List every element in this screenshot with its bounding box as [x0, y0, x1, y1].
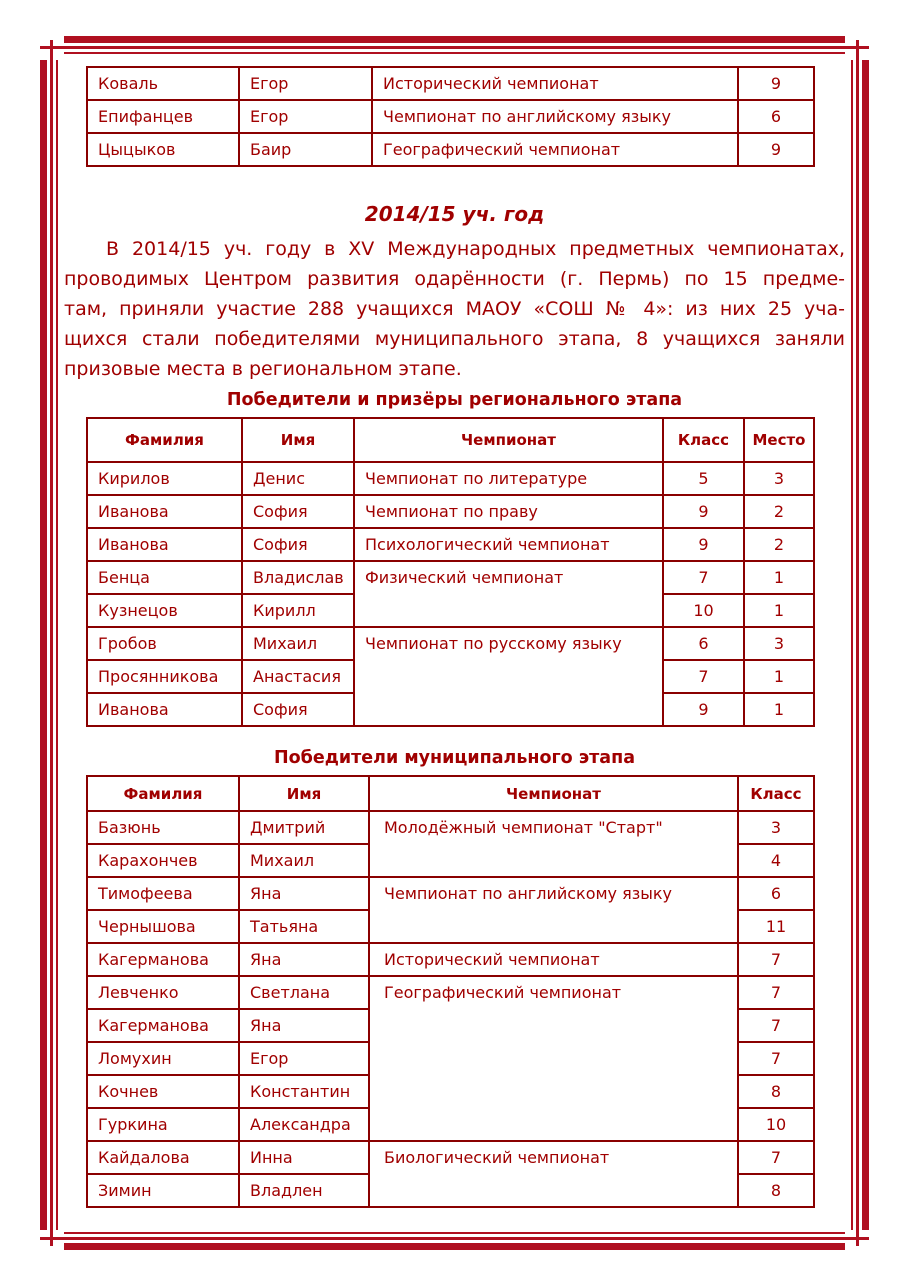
- surname-cell: Кирилов: [87, 462, 242, 495]
- grade-cell: 8: [738, 1174, 814, 1207]
- name-cell: Яна: [239, 943, 369, 976]
- grade-cell: 9: [663, 528, 744, 561]
- grade-cell: 9: [663, 495, 744, 528]
- grade-cell: 8: [738, 1075, 814, 1108]
- name-cell: Денис: [242, 462, 354, 495]
- year-heading: 2014/15 уч. год: [364, 202, 545, 226]
- table-row: [87, 528, 814, 561]
- regional-table: [86, 417, 815, 727]
- paragraph-line: призовые места в региональном этапе.: [64, 358, 462, 380]
- championship-cell: Чемпионат по литературе: [354, 462, 663, 495]
- table-row: [87, 100, 814, 133]
- championship-cell: Психологический чемпионат: [354, 528, 663, 561]
- table-row: [87, 561, 814, 594]
- surname-cell: Иванова: [87, 693, 242, 726]
- championship-cell: Исторический чемпионат: [369, 943, 738, 976]
- surname-cell: Кагерманова: [87, 943, 239, 976]
- place-cell: 3: [744, 462, 814, 495]
- name-cell: Баир: [239, 133, 372, 166]
- surname-cell: Гуркина: [87, 1108, 239, 1141]
- header-surname: Фамилия: [87, 776, 239, 811]
- name-cell: Светлана: [239, 976, 369, 1009]
- surname-cell: Зимин: [87, 1174, 239, 1207]
- header-surname: Фамилия: [87, 418, 242, 462]
- header-grade: Класс: [738, 776, 814, 811]
- surname-cell: Иванова: [87, 528, 242, 561]
- header-championship: Чемпионат: [369, 776, 738, 811]
- championship-cell: Чемпионат по английскому языку: [372, 100, 738, 133]
- name-cell: София: [242, 528, 354, 561]
- name-cell: София: [242, 693, 354, 726]
- name-cell: Яна: [239, 877, 369, 910]
- place-cell: 2: [744, 495, 814, 528]
- municipal-table: [86, 775, 815, 1208]
- surname-cell: Базюнь: [87, 811, 239, 844]
- surname-cell: Бенца: [87, 561, 242, 594]
- place-cell: 1: [744, 660, 814, 693]
- grade-cell: 6: [738, 100, 814, 133]
- championship-cell: Исторический чемпионат: [372, 67, 738, 100]
- name-cell: София: [242, 495, 354, 528]
- name-cell: Владислав: [242, 561, 354, 594]
- grade-cell: 10: [738, 1108, 814, 1141]
- grade-cell: 7: [738, 1009, 814, 1042]
- header-name: Имя: [239, 776, 369, 811]
- header-place: Место: [744, 418, 814, 462]
- top-table: [86, 66, 815, 167]
- championship-cell: Биологический чемпионат: [369, 1141, 738, 1207]
- paragraph-line: щихся стали победителями муниципального этапа, 8 учащихся заняли: [64, 328, 845, 350]
- table-row: [87, 67, 814, 100]
- name-cell: Кирилл: [242, 594, 354, 627]
- paragraph-line: там, приняли участие 288 учащихся МАОУ «СОШ № 4»: из них 25 уча-: [64, 298, 845, 320]
- grade-cell: 9: [738, 67, 814, 100]
- name-cell: Яна: [239, 1009, 369, 1042]
- name-cell: Егор: [239, 100, 372, 133]
- name-cell: Анастасия: [242, 660, 354, 693]
- surname-cell: Карахончев: [87, 844, 239, 877]
- grade-cell: 5: [663, 462, 744, 495]
- surname-cell: Чернышова: [87, 910, 239, 943]
- name-cell: Михаил: [239, 844, 369, 877]
- surname-cell: Епифанцев: [87, 100, 239, 133]
- surname-cell: Тимофеева: [87, 877, 239, 910]
- name-cell: Татьяна: [239, 910, 369, 943]
- table-row: [87, 877, 814, 910]
- place-cell: 1: [744, 594, 814, 627]
- grade-cell: 7: [663, 660, 744, 693]
- name-cell: Александра: [239, 1108, 369, 1141]
- name-cell: Инна: [239, 1141, 369, 1174]
- table-row: [87, 133, 814, 166]
- place-cell: 1: [744, 693, 814, 726]
- table-row: [87, 627, 814, 660]
- surname-cell: Кагерманова: [87, 1009, 239, 1042]
- surname-cell: Левченко: [87, 976, 239, 1009]
- surname-cell: Иванова: [87, 495, 242, 528]
- championship-cell: Физический чемпионат: [354, 561, 663, 627]
- header-championship: Чемпионат: [354, 418, 663, 462]
- grade-cell: 10: [663, 594, 744, 627]
- name-cell: Владлен: [239, 1174, 369, 1207]
- paragraph-line: проводимых Центром развития одарённости (г. Пермь) по 15 предме-: [64, 268, 845, 290]
- name-cell: Михаил: [242, 627, 354, 660]
- name-cell: Егор: [239, 1042, 369, 1075]
- grade-cell: 9: [738, 133, 814, 166]
- intro-paragraph: [64, 234, 845, 384]
- championship-cell: Чемпионат по праву: [354, 495, 663, 528]
- grade-cell: 7: [738, 1141, 814, 1174]
- surname-cell: Цыцыков: [87, 133, 239, 166]
- surname-cell: Просянникова: [87, 660, 242, 693]
- grade-cell: 7: [738, 1042, 814, 1075]
- grade-cell: 7: [663, 561, 744, 594]
- header-grade: Класс: [663, 418, 744, 462]
- grade-cell: 6: [663, 627, 744, 660]
- grade-cell: 7: [738, 943, 814, 976]
- grade-cell: 11: [738, 910, 814, 943]
- surname-cell: Ломухин: [87, 1042, 239, 1075]
- championship-cell: Молодёжный чемпионат "Старт": [369, 811, 738, 877]
- regional-caption: Победители и призёры регионального этапа: [226, 390, 683, 410]
- name-cell: Константин: [239, 1075, 369, 1108]
- surname-cell: Гробов: [87, 627, 242, 660]
- grade-cell: 4: [738, 844, 814, 877]
- table-row: [87, 976, 814, 1009]
- municipal-caption: Победители муниципального этапа: [273, 748, 635, 768]
- table-row: [87, 1141, 814, 1174]
- surname-cell: Коваль: [87, 67, 239, 100]
- championship-cell: Чемпионат по английскому языку: [369, 877, 738, 943]
- name-cell: Егор: [239, 67, 372, 100]
- table-row: [87, 943, 814, 976]
- championship-cell: Чемпионат по русскому языку: [354, 627, 663, 726]
- place-cell: 2: [744, 528, 814, 561]
- paragraph-line: В 2014/15 уч. году в XV Международных предметных чемпионатах,: [106, 238, 845, 260]
- grade-cell: 6: [738, 877, 814, 910]
- surname-cell: Кочнев: [87, 1075, 239, 1108]
- place-cell: 3: [744, 627, 814, 660]
- surname-cell: Кузнецов: [87, 594, 242, 627]
- surname-cell: Кайдалова: [87, 1141, 239, 1174]
- table-row: [87, 462, 814, 495]
- header-name: Имя: [242, 418, 354, 462]
- championship-cell: Географический чемпионат: [369, 976, 738, 1141]
- table-row: [87, 495, 814, 528]
- grade-cell: 3: [738, 811, 814, 844]
- grade-cell: 9: [663, 693, 744, 726]
- championship-cell: Географический чемпионат: [372, 133, 738, 166]
- place-cell: 1: [744, 561, 814, 594]
- name-cell: Дмитрий: [239, 811, 369, 844]
- table-row: [87, 811, 814, 844]
- grade-cell: 7: [738, 976, 814, 1009]
